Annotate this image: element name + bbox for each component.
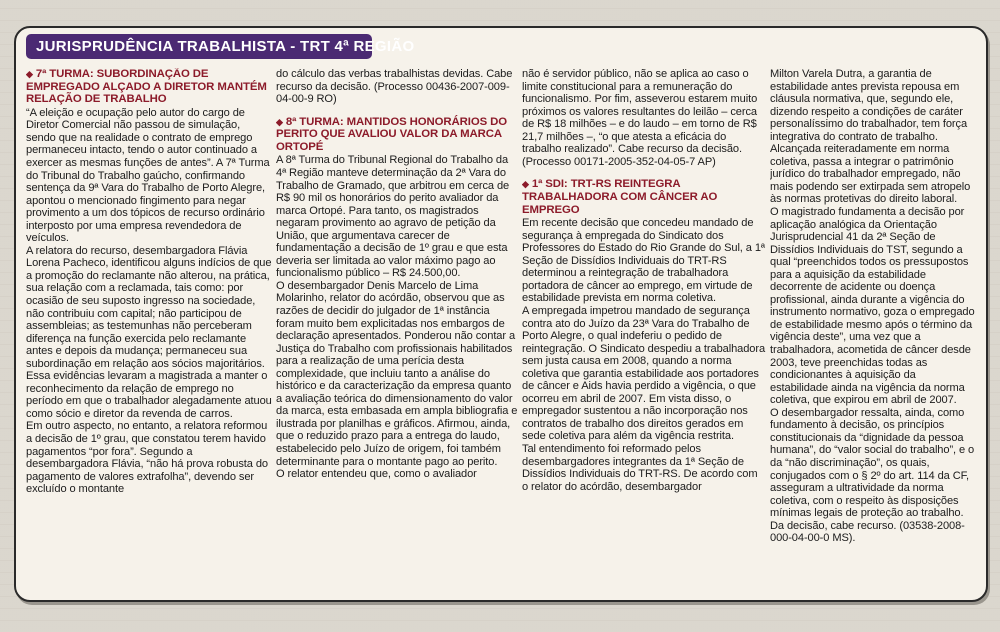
diamond-bullet-icon: ◆: [276, 116, 283, 127]
diamond-bullet-icon: ◆: [26, 69, 33, 79]
paragraph: O desembargador ressalta, ainda, como fundamento à decisão, os princípios constitucionais da “dignidade da pessoa humana”, do “valor social do trabalho”, e o da “não discriminação”, os quais, conjugados com o § 2º do art. 114 da CF, asseguram a ultratividade da norma coletiva, com o respeito às disposições mínimas legais de proteção ao trabalho. Da decisão, cabe recurso. (03538-2008-000-04-00-0 MS).: [770, 406, 975, 545]
paragraph: “A eleição e ocupação pelo autor do cargo de Diretor Comercial não passou de simulação, sendo que na realidade o contrato de emprego permaneceu intacto, tendo o autor continuado a exercer as mesmas funções de antes”. A 7ª Turma do Tribunal do Trabalho gaúcho, confirmando sentença da 9ª Vara do Trabalho de Porto Alegre, apontou o mencionado fingimento para negar provimento a um dos tópicos de recurso ordinário interposto por uma empresa revendedora de veículos.: [26, 106, 270, 245]
paragraph: O desembargador Denis Marcelo de Lima Molarinho, relator do acórdão, observou que as razões de decidir do julgador de 1ª instância foram muito bem explicitadas nos embargos de declaração apresentados. Ponderou não contar a Justiça do Trabalho com profissionais habilitados para a realização de uma perícia desta complexidade, que incluiu tanto a análise do histórico e da caracterização da empresa quanto a avaliação teórica do dimensionamento do valor da marca, esta embasada em ampla bibliografia e ilustrada por planilhas e gráficos. Afirmou, ainda, que o reduzido prazo para a entrega do laudo, estabelecido pelo Juízo de origem, foi também determinante para o montante pago ao perito.: [276, 279, 518, 468]
spacer: [276, 106, 518, 116]
paragraph: O relator entendeu que, como o avaliador: [276, 468, 477, 481]
column-1: [26, 68, 272, 596]
column-2: [276, 68, 518, 596]
headline-text: 7ª TURMA: SUBORDINAÇÃO DE EMPREGADO ALÇADO A DIRETOR MANTÉM RELAÇÃO DE TRABALHO: [26, 68, 267, 106]
headline-text: 8ª TURMA: MANTIDOS HONORÁRIOS DO PERITO QUE AVALIOU VALOR DA MARCA ORTOPÉ: [276, 115, 508, 153]
section-banner: [26, 34, 415, 59]
paragraph: A empregada impetrou mandado de segurança contra ato do Juízo da 23ª Vara do Trabalho de Porto Alegre, o qual indeferiu o pedido de reintegração. O Sindicato despediu a trabalhadora sem justa causa em 2008, quando a norma coletiva que garantia estabilidade aos portadores de câncer e Aids havia perdido a vigência, o que ocorreu em abril de 2007. Em vista disso, o empregador sustentou a não incorporação nos contratos de trabalho dos direitos gerados em sede coletiva para além da vigência restrita.: [522, 304, 766, 443]
article-box: [14, 26, 988, 602]
paragraph: do cálculo das verbas trabalhistas devidas. Cabe recurso da decisão. (Processo 00436-2007-009-04-00-9 RO): [276, 68, 513, 106]
spacer: [522, 168, 766, 178]
headline-text: 1ª SDI: TRT-RS REINTEGRA TRABALHADORA COM CÂNCER AO EMPREGO: [522, 178, 718, 216]
section-title: JURISPRUDÊNCIA TRABALHISTA - TRT 4ª REGIÃO: [36, 38, 415, 55]
column-3: [522, 68, 766, 596]
paragraph: não é servidor público, não se aplica ao caso o limite constitucional para a remuneração do funcionalismo. Por fim, asseverou estarem muito próximos os valores resultantes do leilão – cerca de R$ 18 milhões – e do laudo – em torno de R$ 21,7 milhões –, “o que atesta a eficácia do trabalho realizado”. Cabe recurso da decisão. (Processo 00171-2005-352-04-05-7 AP): [522, 68, 758, 168]
paragraph: Em recente decisão que concedeu mandado de segurança à empregada do Sindicato dos Professores do Estado do Rio Grande do Sul, a 1ª Seção de Dissídios Individuais do TRT-RS determinou a reintegração de trabalhadora portadora de câncer ao emprego, em virtude de estabilidade prevista em norma coletiva.: [522, 217, 765, 305]
diamond-bullet-icon: ◆: [522, 179, 529, 190]
paragraph: Tal entendimento foi reformado pelos desembargadores integrantes da 1ª Seção de Dissídios Individuais do TRT-RS. De acordo com o relator do acórdão, desembargador: [522, 443, 758, 493]
paragraph: Em outro aspecto, no entanto, a relatora reformou a decisão de 1º grau, que constatou terem havido pagamentos “por fora”. Segundo a desembargadora Flávia, “não há prova robusta do pagamento de valores extrafolha”, devendo ser excluído o montante: [26, 420, 268, 496]
headline-1-sdi: [522, 178, 766, 216]
headline-7-turma: [26, 68, 272, 106]
article-columns: [26, 68, 976, 596]
paragraph: A 8ª Turma do Tribunal Regional do Trabalho da 4ª Região manteve determinação da 2ª Vara do Trabalho de Gramado, que arbitrou em cerca de R$ 90 mil os honorários do perito avaliador da marca Ortopé. Para tanto, os magistrados negaram provimento ao agravo de petição da União, que argumentava carecer de fundamentação a decisão de 1º grau e que esta deveria ser limitada ao valor máximo pago ao funcionalismo público – R$ 24.500,00.: [276, 154, 510, 280]
column-4: [770, 68, 976, 596]
paragraph: A relatora do recurso, desembargadora Flávia Lorena Pacheco, identificou alguns indícios de que a promoção do reclamante não alterou, na prática, sua relação com a reclamada, tais como: por ocasião de seu suposto ingresso na sociedade, não contribuiu com capital; não participou de assembleias; as testemunhas não perceberam diferença na função exercida pelo reclamante antes e depois da mudança; permaneceu sua subordinação em relação aos sócios majoritários. Essa evidências levaram a magistrada a manter o reconhecimento da relação de emprego no período em que o trabalhador alegadamente atuou como sócio e diretor da revenda de carros.: [26, 244, 272, 420]
paragraph: O magistrado fundamenta a decisão por aplicação analógica da Orientação Jurisprudencial 41 da 2ª Seção de Dissídios Individuais do TST, segundo a qual “preenchidos todos os pressupostos para a aquisição da estabilidade decorrente de acidente ou doença profissional, ainda durante a vigência do instrumento normativo, goza o empregado de estabilidade mesmo após o término da vigência deste”, uma vez que a trabalhadora, acometida de câncer desde 2003, teve preenchidas todas as condicionantes à aquisição da estabilidade ainda na vigência da norma coletiva, que expirou em abril de 2007.: [770, 206, 975, 407]
headline-8-turma: [276, 116, 518, 154]
paragraph: Milton Varela Dutra, a garantia de estabilidade antes prevista repousa em cláusula normativa, que, segundo ele, dizendo respeito a condições de caráter personalíssimo do trabalhador, tem força integrativa do contrato de trabalho. Alcançada reiteradamente em norma coletiva, passa a integrar o patrimônio jurídico do trabalhador empregado, não mais podendo ser extirpada sem atropelo às normas protetivas do direito laboral.: [770, 68, 971, 206]
